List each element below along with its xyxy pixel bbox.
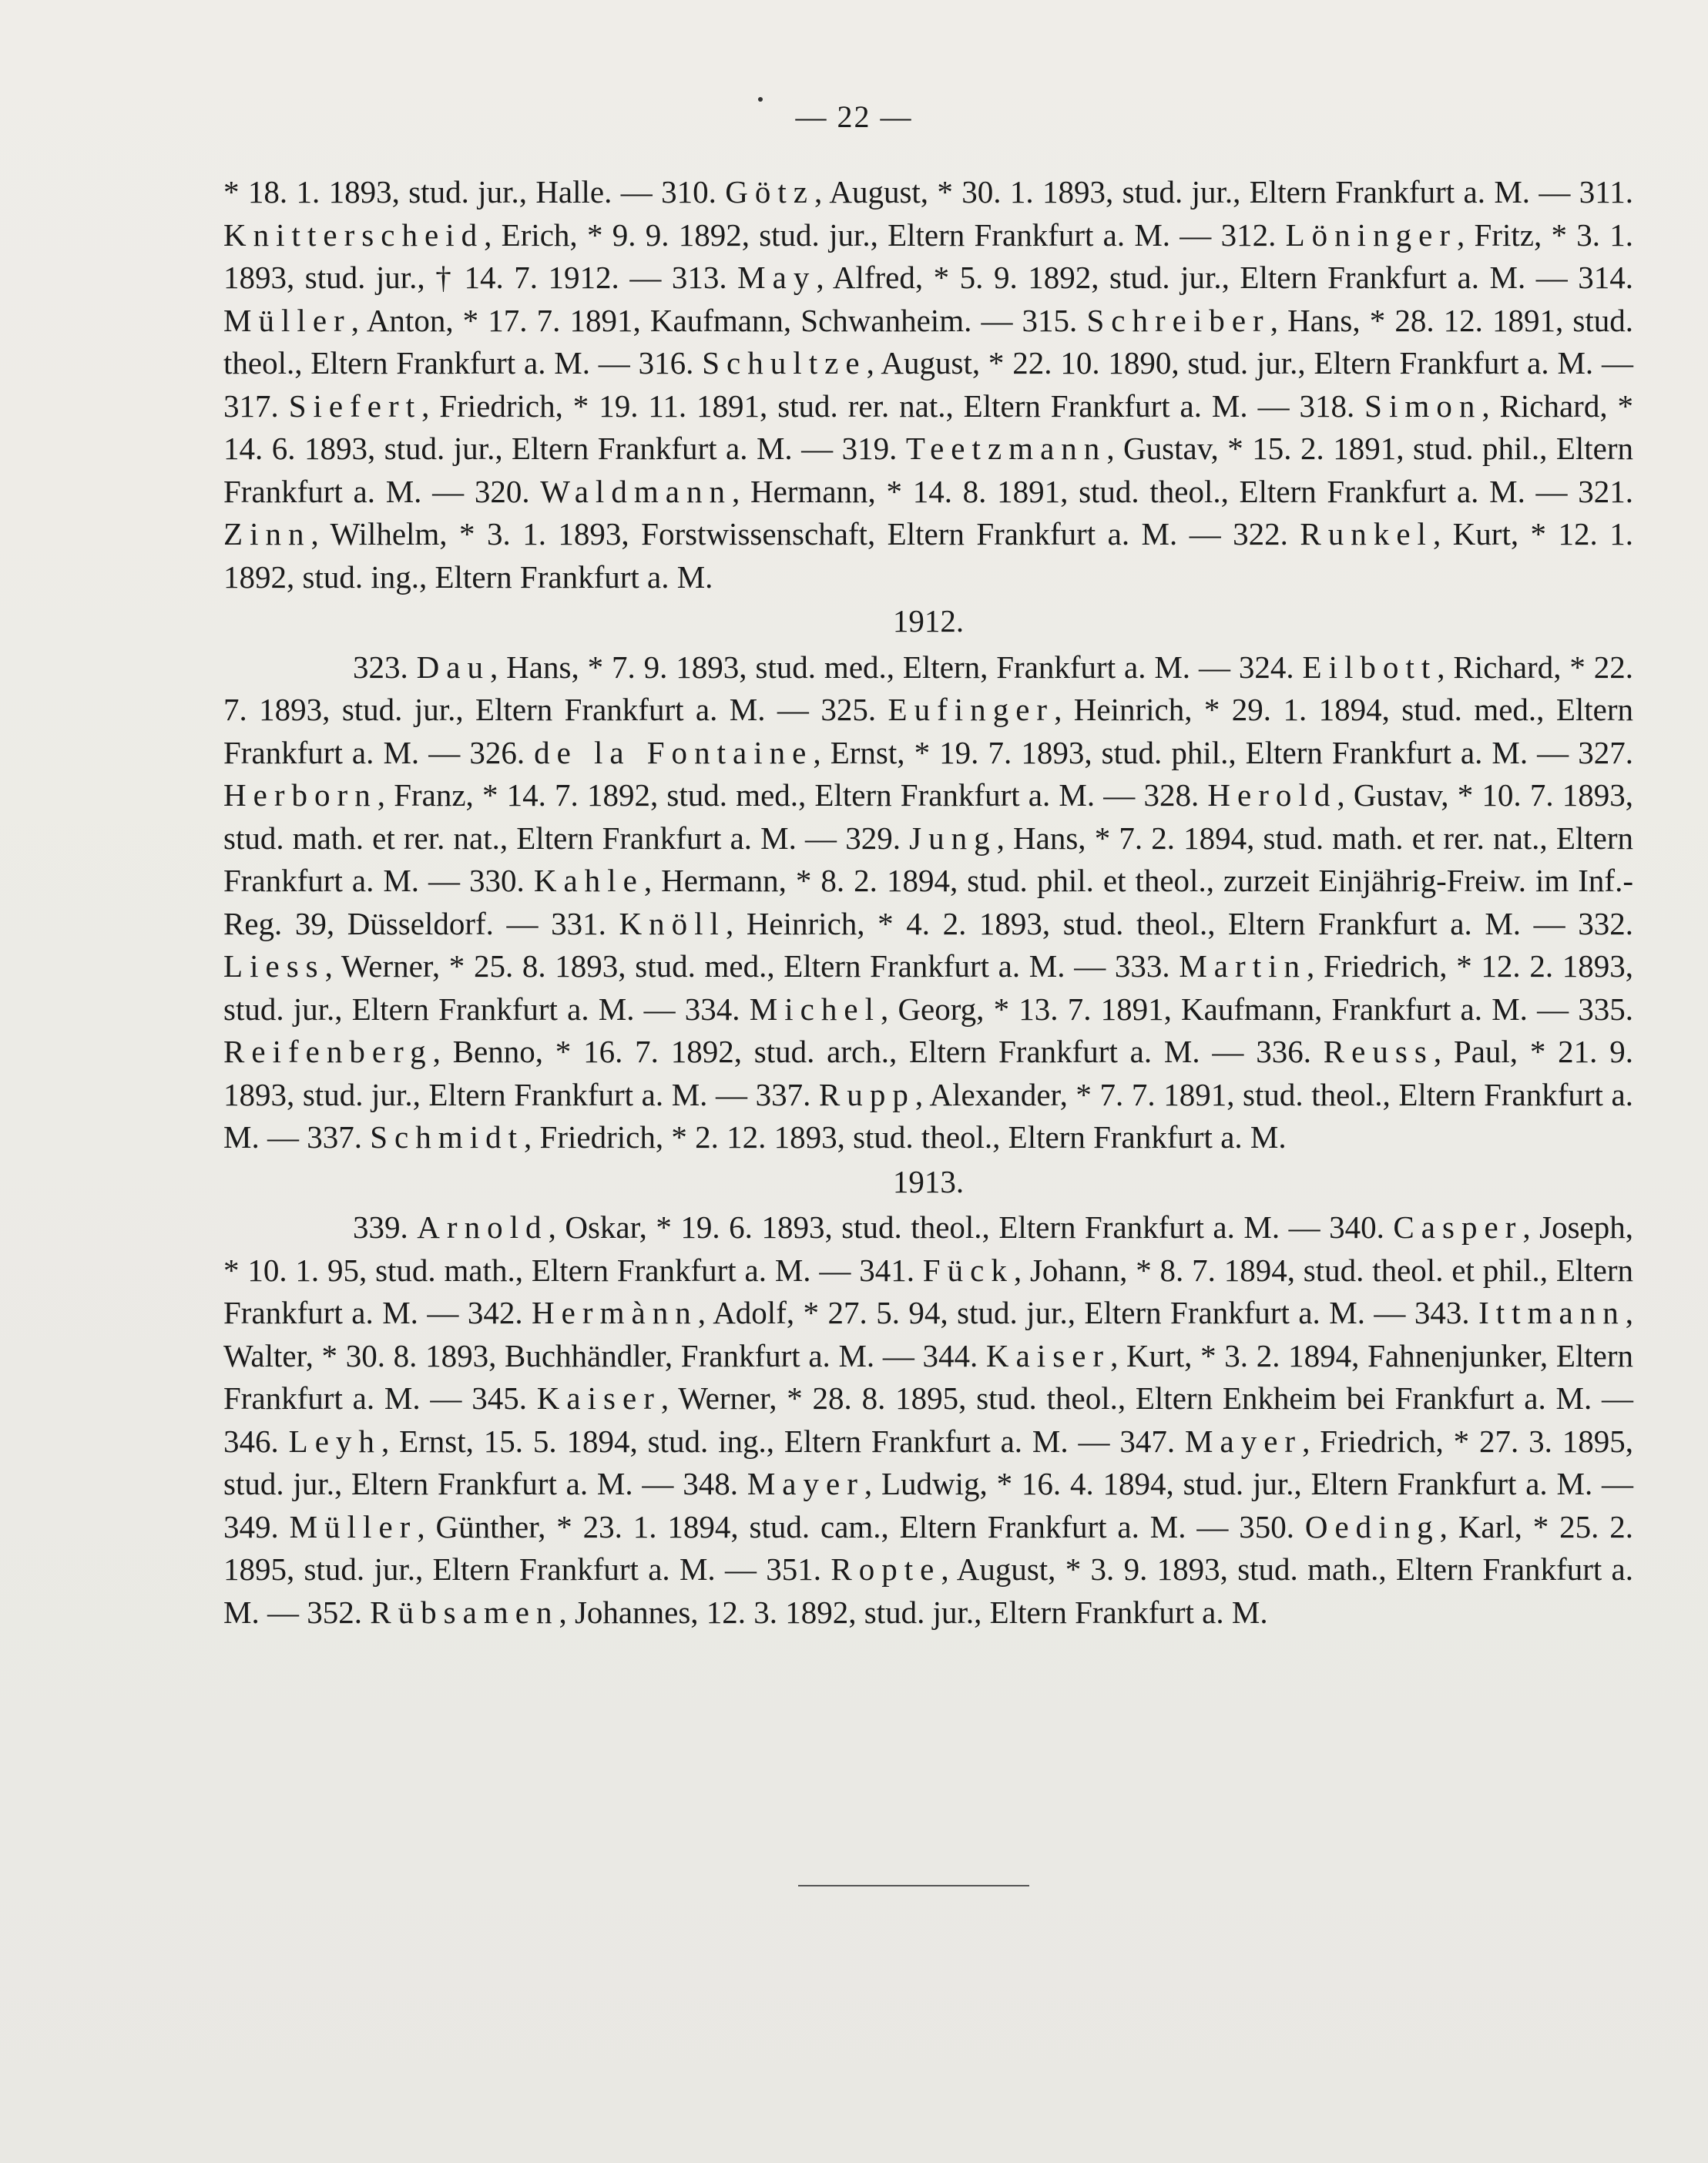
entry-text: , Gustav, * 10. 7. 1893, stud. math. et rer. nat., Eltern Frankfurt a. M. — 329. xyxy=(223,777,1633,856)
entry-text: , Johann, * 8. 7. 1894, stud. theol. et phil., Eltern Frankfurt a. M. — 342. xyxy=(223,1252,1633,1330)
surname: Eilbott xyxy=(1302,649,1438,685)
entry-text: , August, * 3. 9. 1893, stud. math., Eltern Frankfurt a. M. — 352. xyxy=(223,1551,1634,1630)
surname: Kaiser xyxy=(536,1380,661,1416)
surname: Eufinger xyxy=(888,692,1055,727)
entry-text: , Kurt, * 3. 2. 1894, Fahnenjunker, Eltern Frankfurt a. M. — 345. xyxy=(223,1337,1633,1416)
surname: Dau xyxy=(416,649,491,685)
surname: Schultze xyxy=(702,345,867,381)
entry-text: , Ernst, 15. 5. 1894, stud. ing., Eltern Frankfurt a. M. — 347. xyxy=(381,1423,1185,1459)
surname: Ropte xyxy=(831,1551,941,1587)
surname: Teetzmann xyxy=(905,431,1107,466)
entry-text: , Friedrich, * 27. 3. 1895, stud. jur., Eltern Frankfurt a. M. — 348. xyxy=(223,1423,1634,1501)
entry-text: , Gustav, * 15. 2. 1891, stud. phil., Eltern Frankfurt a. M. — 320. xyxy=(223,431,1633,509)
entry-text: , Hans, * 28. 12. 1891, stud. theol., Eltern Frankfurt a. M. — 316. xyxy=(223,302,1634,381)
entry-text: , Günther, * 23. 1. 1894, stud. cam., Eltern Frankfurt a. M. — 350. xyxy=(417,1508,1305,1544)
entry-text: , Georg, * 13. 7. 1891, Kaufmann, Frankfurt a. M. — 335. xyxy=(881,991,1634,1027)
surname: May xyxy=(737,260,817,295)
page-number: — 22 — xyxy=(795,99,913,134)
surname: Leyh xyxy=(288,1423,381,1459)
surname: Zinn xyxy=(223,516,311,552)
entry-text: , Oskar, * 19. 6. 1893, stud. theol., Eltern Frankfurt a. M. — 340. xyxy=(548,1209,1394,1245)
entry-text: , Hans, * 7. 9. 1893, stud. med., Eltern, Frankfurt a. M. — 324. xyxy=(490,649,1303,685)
entries-paragraph xyxy=(223,1206,1633,1634)
surname: Knitterscheid xyxy=(223,216,485,253)
surname: Löninger xyxy=(1285,216,1458,253)
year-heading: 1913. xyxy=(892,1163,965,1199)
surname: Schmidt xyxy=(370,1119,525,1155)
entry-text: 339. xyxy=(353,1209,418,1245)
entry-text: , Hermann, * 8. 2. 1894, stud. phil. et theol., zurzeit Einjährig-Freiw. im Inf.-Reg. 39, Düsseldorf. — 331. xyxy=(223,863,1633,941)
surname: Knöll xyxy=(619,905,726,941)
entry-text: * 18. 1. 1893, stud. jur., Halle. — 310. xyxy=(223,174,726,210)
entry-text: , Paul, * 21. 9. 1893, stud. jur., Eltern Frankfurt a. M. — 337. xyxy=(223,1034,1633,1112)
surname: Arnold xyxy=(417,1209,549,1245)
entry-text: , Walter, * 30. 8. 1893, Buchhändler, Frankfurt a. M. — 344. xyxy=(223,1295,1634,1373)
surname: Reuss xyxy=(1323,1034,1434,1069)
entry-text: , Johannes, 12. 3. 1892, stud. jur., Eltern Frankfurt a. M. xyxy=(559,1594,1268,1630)
surname: Kahle xyxy=(533,863,644,898)
entry-text: , August, * 22. 10. 1890, stud. jur., Eltern Frankfurt a. M. — 317. xyxy=(223,345,1633,424)
entry-text: , August, * 30. 1. 1893, stud. jur., Eltern Frankfurt a. M. — 311. xyxy=(814,174,1633,210)
entry-text: , Ludwig, * 16. 4. 1894, stud. jur., Eltern Frankfurt a. M. — 349. xyxy=(223,1466,1634,1544)
year-heading: 1912. xyxy=(892,603,965,639)
entry-text: , Richard, * 14. 6. 1893, stud. jur., Eltern Frankfurt a. M. — 319. xyxy=(223,387,1634,466)
surname: Fück xyxy=(922,1252,1014,1288)
surname: Hermànn xyxy=(532,1295,698,1330)
surname: Kaiser xyxy=(985,1337,1111,1373)
entry-text: , Joseph, * 10. 1. 95, stud. math., Eltern Frankfurt a. M. — 341. xyxy=(223,1209,1634,1288)
closing-rule xyxy=(798,1885,1029,1886)
entry-text: , Anton, * 17. 7. 1891, Kaufmann, Schwanheim. — 315. xyxy=(351,302,1087,338)
surname: Martin xyxy=(1179,948,1307,984)
surname: Müller xyxy=(289,1508,418,1544)
continuation-paragraph xyxy=(223,171,1633,599)
entry-text: , Franz, * 14. 7. 1892, stud. med., Eltern Frankfurt a. M. — 328. xyxy=(377,777,1208,813)
entry-text: , Ernst, * 19. 7. 1893, stud. phil., Eltern Frankfurt a. M. — 327. xyxy=(813,734,1634,770)
entry-text: 323. xyxy=(353,649,417,685)
surname: Mayer xyxy=(747,1466,864,1501)
surname: Rübsamen xyxy=(370,1594,559,1630)
entry-text: , Karl, * 25. 2. 1895, stud. jur., Eltern Frankfurt a. M. — 351. xyxy=(223,1508,1633,1587)
surname: Simon xyxy=(1364,387,1482,424)
entry-text: , Kurt, * 12. 1. 1892, stud. ing., Eltern Frankfurt a. M. xyxy=(223,516,1633,595)
entry-text: , Heinrich, * 4. 2. 1893, stud. theol., Eltern Frankfurt a. M. — 332. xyxy=(725,905,1633,941)
surname: Herold xyxy=(1207,777,1337,813)
entry-text: , Wilhelm, * 3. 1. 1893, Forstwissenschaft, Eltern Frankfurt a. M. — 322. xyxy=(310,516,1300,552)
entry-text: , Richard, * 22. 7. 1893, stud. jur., Eltern Frankfurt a. M. — 325. xyxy=(223,649,1634,727)
surname: Schreiber xyxy=(1086,302,1270,338)
entry-text: , Erich, * 9. 9. 1892, stud. jur., Eltern Frankfurt a. M. — 312. xyxy=(484,216,1286,253)
entry-text: , Werner, * 28. 8. 1895, stud. theol., Eltern Enkheim bei Frankfurt a. M. — 346. xyxy=(223,1380,1633,1459)
surname: Jung xyxy=(909,820,997,856)
surname: Herborn xyxy=(223,777,378,813)
entry-text: , Adolf, * 27. 5. 94, stud. jur., Eltern Frankfurt a. M. — 343. xyxy=(697,1295,1479,1330)
surname: Waldmann xyxy=(540,473,733,509)
surname: Liess xyxy=(223,948,325,984)
surname: Ittmann xyxy=(1478,1295,1626,1330)
entry-text: , Friedrich, * 2. 12. 1893, stud. theol., Eltern Frankfurt a. M. xyxy=(524,1119,1287,1155)
entry-text: , Hans, * 7. 2. 1894, stud. math. et rer. nat., Eltern Frankfurt a. M. — 330. xyxy=(223,820,1633,898)
text-body xyxy=(223,171,1633,1634)
entry-text: , Fritz, * 3. 1. 1893, stud. jur., † 14. 7. 1912. — 313. xyxy=(223,216,1633,295)
surname: Reifenberg xyxy=(223,1034,433,1069)
entry-text: , Friedrich, * 12. 2. 1893, stud. jur., Eltern Frankfurt a. M. — 334. xyxy=(223,948,1633,1027)
surname: Müller xyxy=(223,302,351,338)
surname: Siefert xyxy=(288,387,422,424)
entry-text: , Hermann, * 14. 8. 1891, stud. theol., Eltern Frankfurt a. M. — 321. xyxy=(732,473,1633,509)
entry-text: , Benno, * 16. 7. 1892, stud. arch., Eltern Frankfurt a. M. — 336. xyxy=(432,1034,1324,1069)
entry-text: , Alexander, * 7. 7. 1891, stud. theol., Eltern Frankfurt a. M. — 337. xyxy=(223,1076,1633,1155)
surname: de la Fontaine xyxy=(534,734,814,770)
surname: Michel xyxy=(749,991,881,1027)
entry-text: , Heinrich, * 29. 1. 1894, stud. med., Eltern Frankfurt a. M. — 326. xyxy=(223,692,1634,770)
surname: Oeding xyxy=(1304,1508,1440,1544)
entry-text: , Alfred, * 5. 9. 1892, stud. jur., Eltern Frankfurt a. M. — 314. xyxy=(816,260,1633,295)
entries-paragraph xyxy=(223,646,1633,1159)
entry-text: , Werner, * 25. 8. 1893, stud. med., Eltern Frankfurt a. M. — 333. xyxy=(324,948,1179,984)
entry-text: , Friedrich, * 19. 11. 1891, stud. rer. nat., Eltern Frankfurt a. M. — 318. xyxy=(421,387,1365,424)
surname: Mayer xyxy=(1185,1423,1303,1459)
surname: Runkel xyxy=(1300,516,1433,552)
surname: Casper xyxy=(1393,1209,1523,1245)
surname: Rupp xyxy=(818,1076,915,1112)
surname: Götz xyxy=(725,174,814,210)
